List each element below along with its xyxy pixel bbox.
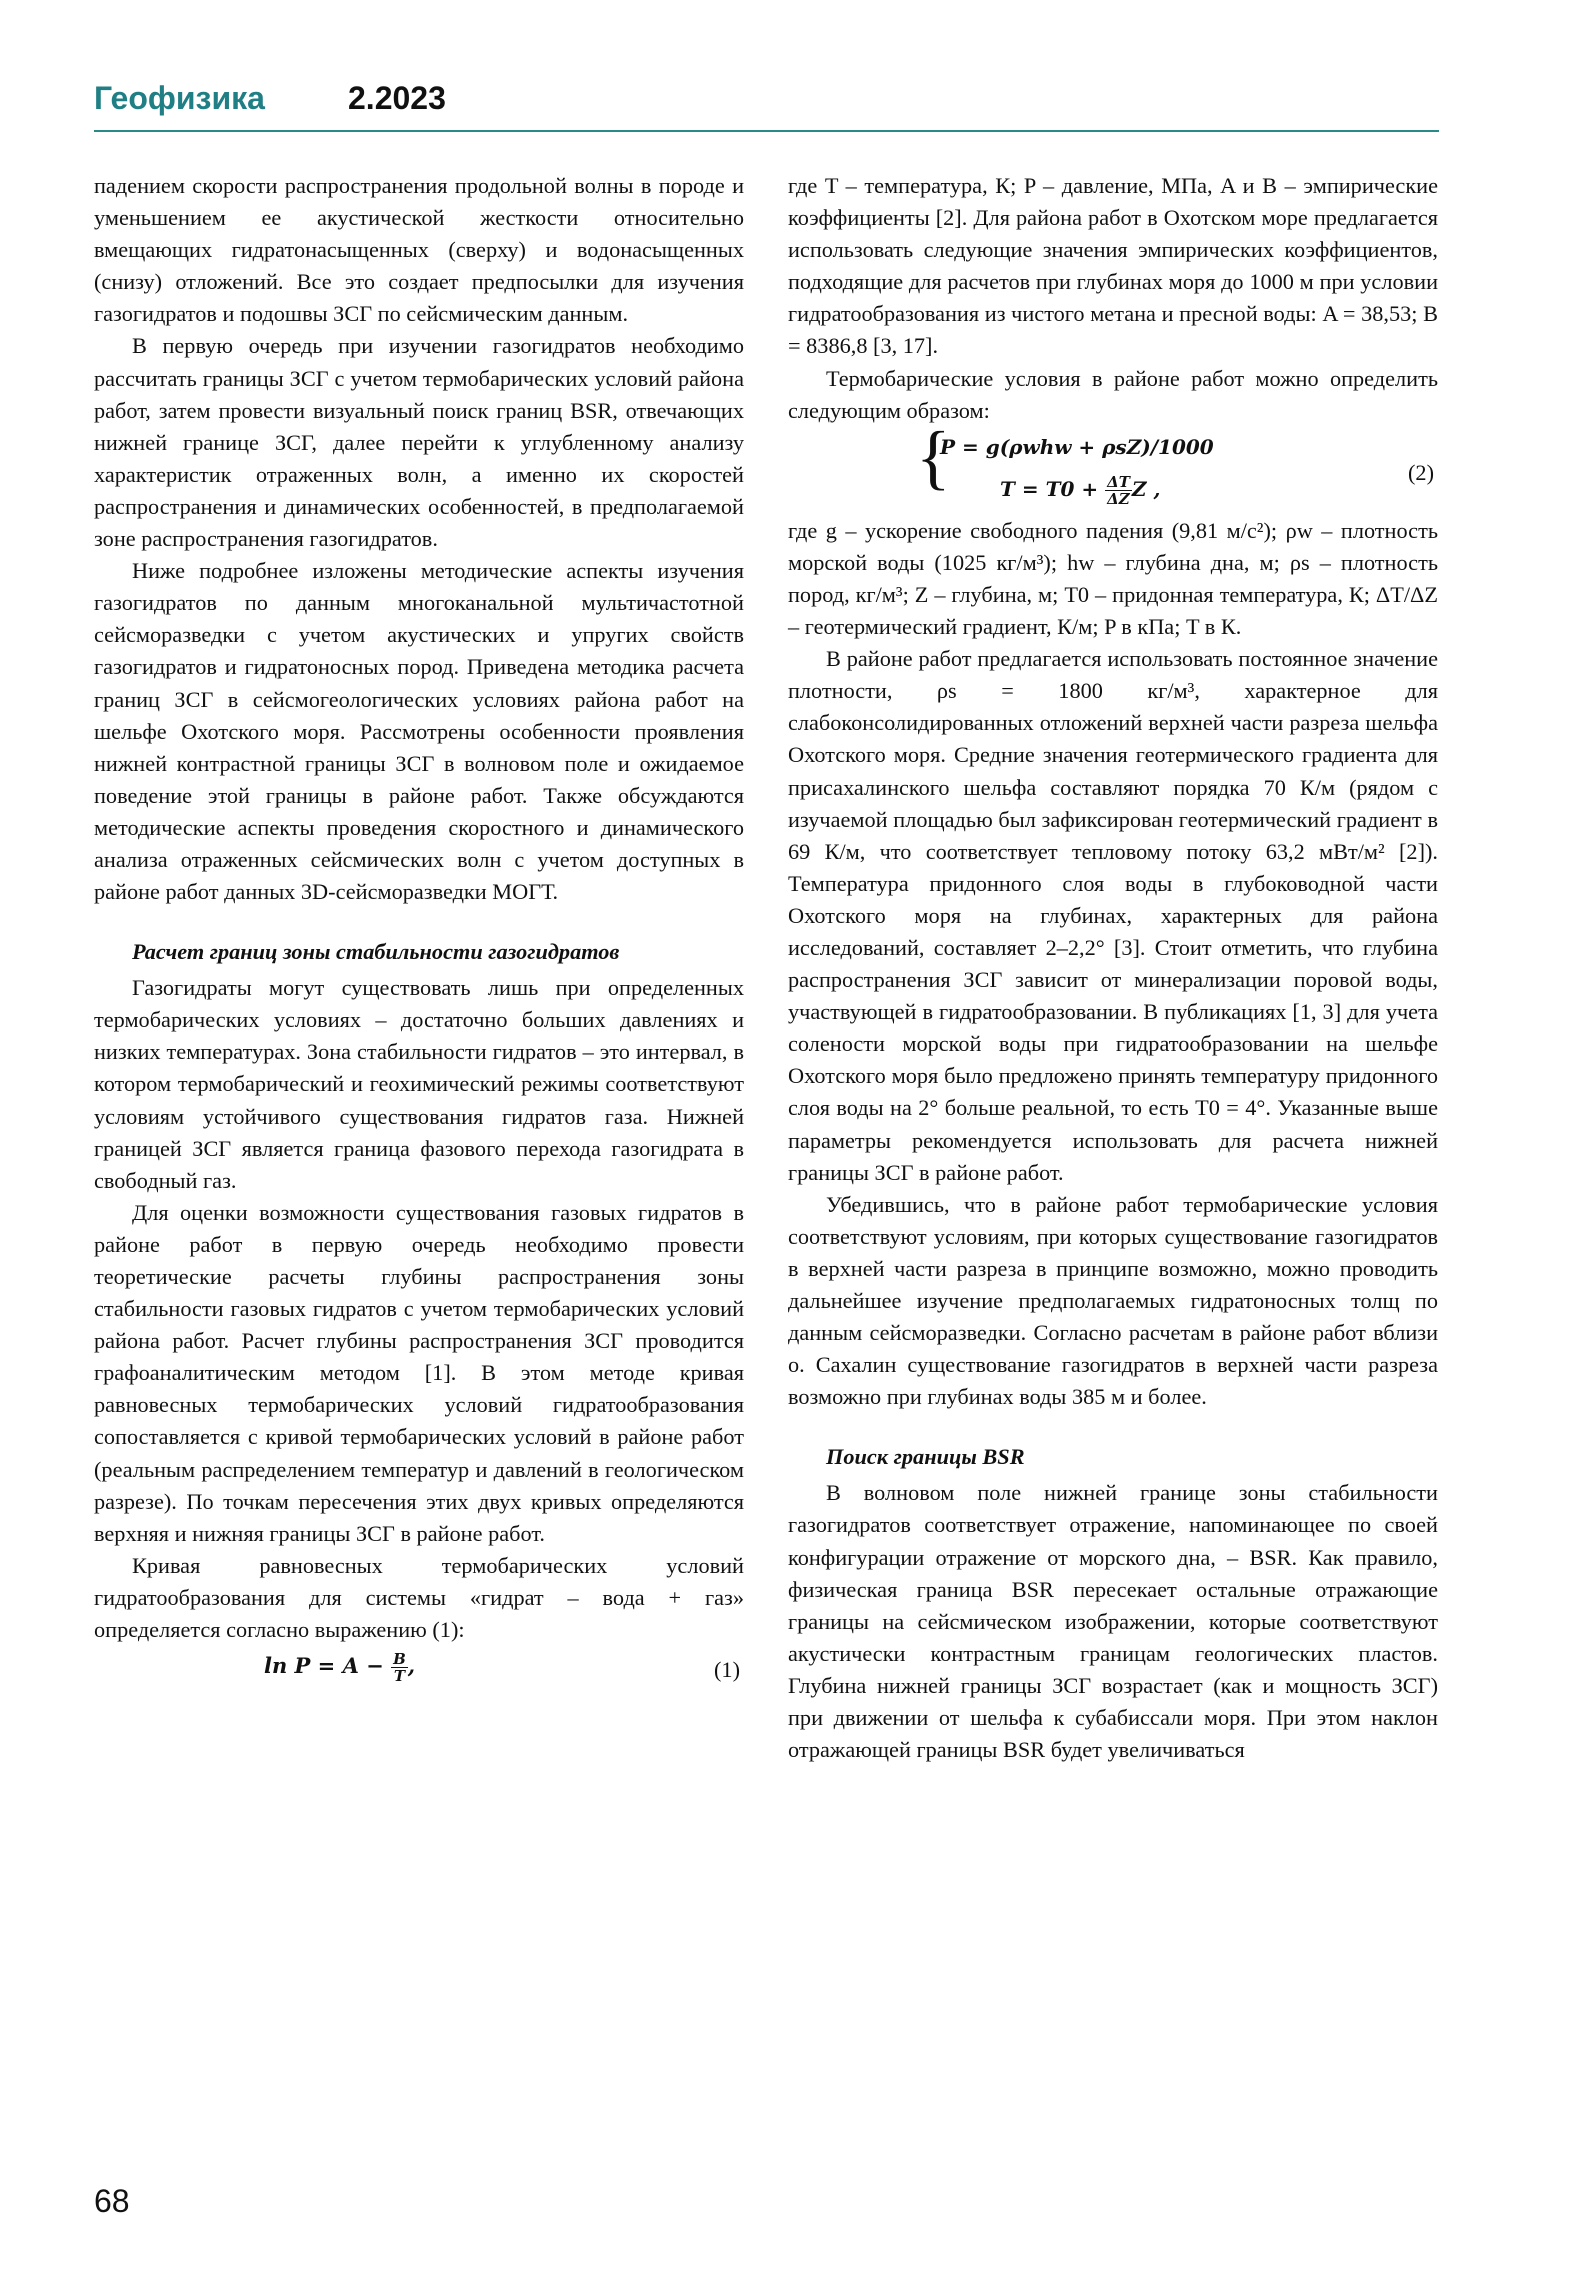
equation-2-line-2: T = T0 + $\frac{\Delta T}{\Delta Z}$ Z , [1000, 472, 1161, 508]
right-column [788, 170, 1438, 1766]
journal-title: Геофизика [94, 80, 265, 116]
section-heading: Поиск границы BSR [826, 1444, 1025, 1470]
paragraph: Газогидраты могут существовать лишь при определенных термобарических условиях – достаточно больших давлениях и низких температурах. Зона стабильности гидратов – это интервал, в котором термобарический и геохимический режимы соответствуют условиям устойчивого существования гидратов газа. Нижней границей ЗСГ является граница фазового перехода газогидрата в свободный газ. [94, 975, 744, 1193]
paragraph: В районе работ предлагается использовать постоянное значение плотности, ρs = 1800 кг/м³, характерное для слабоконсолидированных отложений верхней части разреза шельфа Охотского моря. Средние значения геотермического градиента для присахалинского шельфа составляют порядка 70 К/м (рядом с изучаемой площадью был зафиксирован геотермический градиент в 69 К/м, что соответствует тепловому потоку 63,2 мВт/м² [2]). Температура придонного слоя воды в глубоководной части Охотского моря на глубинах, характерных для района исследований, составляет 2–2,2° [3]. Стоит отметить, что глубина распространения ЗСГ зависит от минерализации поровой воды, участвующей в гидратообразовании. В публикациях [1, 3] для учета солености морской воды при гидратообразовании на шельфе Охотского моря было предложено принять температуру придонного слоя воды на 2° больше реальной, то есть T0 = 4°. Указанные выше параметры рекомендуется использовать для расчета нижней границы ЗСГ в районе работ. [788, 646, 1438, 1185]
equation-2-line-1: P = g(ρwhw + ρsZ)/1000 [940, 434, 1214, 459]
paragraph: Ниже подробнее изложены методические аспекты изучения газогидратов по данным многоканальной мультичастотной сейсморазведки с учетом акустических и упругих свойств газогидратов и гидратоносных пород. Приведена методика расчета границ ЗСГ в сейсмогеологических условиях района работ на шельфе Охотского моря. Рассмотрены особенности проявления нижней контрастной границы ЗСГ в волновом поле и ожидаемое поведение этой границы в районе работ. Также обсуждаются методические аспекты проведения скоростного и динамического анализа отраженных сейсмических волн с учетом доступных в районе работ данных 3D-сейсморазведки МОГТ. [94, 558, 744, 905]
paragraph: где T – температура, К; P – давление, МПа, A и B – эмпирические коэффициенты [2]. Для района работ в Охотском море предлагается использовать следующие значения эмпирических коэффициентов, подходящие для расчетов при глубинах моря до 1000 м при условии гидратообразования из чистого метана и пресной воды: A = 38,53; B = 8386,8 [3, 17]. [788, 173, 1438, 359]
left-column [94, 170, 744, 1696]
issue-number: 2.2023 [348, 80, 446, 116]
paragraph: В волновом поле нижней границе зоны стабильности газогидратов соответствует отражение, напоминающее по своей конфигурации отражение от морского дна, – BSR. Как правило, физическая граница BSR пересекает остальные отражающие границы на сейсмическом изображении, которые соответствуют акустически контрастным границам геологических пластов. Глубина нижней границы ЗСГ возрастает (как и мощность ЗСГ) при движении от шельфа к субабиссали моря. При этом наклон отражающей границы BSR будет увеличиваться [788, 1480, 1438, 1763]
equation-2-label: (2) [1408, 459, 1434, 485]
paragraph: Убедившись, что в районе работ термобарические условия соответствуют условиям, при которых существование газогидратов в верхней части разреза в принципе возможно, можно проводить дальнейшее изучение предполагаемых гидратоносных толщ по данным сейсморазведки. Согласно расчетам в районе работ вблизи о. Сахалин существование газогидратов в верхней части разреза возможно при глубинах воды 385 м и более. [788, 1191, 1438, 1410]
equation-1 [94, 1646, 744, 1696]
section-heading: Расчет границ зоны стабильности газогидратов [132, 939, 620, 965]
page-number: 68 [94, 2183, 130, 2219]
paragraph: В первую очередь при изучении газогидратов необходимо рассчитать границы ЗСГ с учетом термобарических условий района работ, затем провести визуальный поиск границ BSR, отвечающих нижней границе ЗСГ, далее перейти к углубленному анализу характеристик отраженных волн, а именно их скоростей распространения и динамических особенностей, в предполагаемой зоне распространения газогидратов. [94, 333, 744, 552]
paragraph: падением скорости распространения продольной волны в породе и уменьшением ее акустической жесткости относительно вмещающих гидратонасыщенных (сверху) и водонасыщенных (снизу) отложений. Все это создает предпосылки для изучения газогидратов и подошвы ЗСГ по сейсмическим данным. [94, 173, 744, 327]
page-header [94, 78, 1439, 132]
equation-2 [788, 416, 1438, 515]
equation-2-brace: { [916, 416, 951, 497]
paragraph: Термобарические условия в районе работ можно определить следующим образом: [788, 365, 1438, 423]
equation-1-label: (1) [714, 1657, 740, 1683]
paragraph: где g – ускорение свободного падения (9,81 м/с²); ρw – плотность морской воды (1025 кг/м³); hw – глубина дна, м; ρs – плотность пород, кг/м³; Z – глубина, м; T0 – придонная температура, К; ΔT/ΔZ – геотермический градиент, К/м; P в кПа; T в К. [788, 517, 1438, 640]
paragraph: Кривая равновесных термобарических условий гидратообразования для системы «гидрат – вода + газ» определяется согласно выражению (1): [94, 1552, 744, 1643]
equation-1-formula: ln P = A − $\frac{B}{T}$ , [264, 1650, 416, 1686]
paragraph: Для оценки возможности существования газовых гидратов в районе работ в первую очередь необходимо провести теоретические расчеты глубины распространения зоны стабильности газовых гидратов с учетом термобарических условий района работ. Расчет глубины распространения ЗСГ проводится графоаналитическим методом [1]. В этом методе кривая равновесных термобарических условий гидратообразования сопоставляется с кривой термобарических условий в районе работ (реальным распределением температур и давлений в геологическом разрезе). По точкам пересечения этих двух кривых определяются верхняя и нижняя границы ЗСГ в районе работ. [94, 1199, 744, 1546]
